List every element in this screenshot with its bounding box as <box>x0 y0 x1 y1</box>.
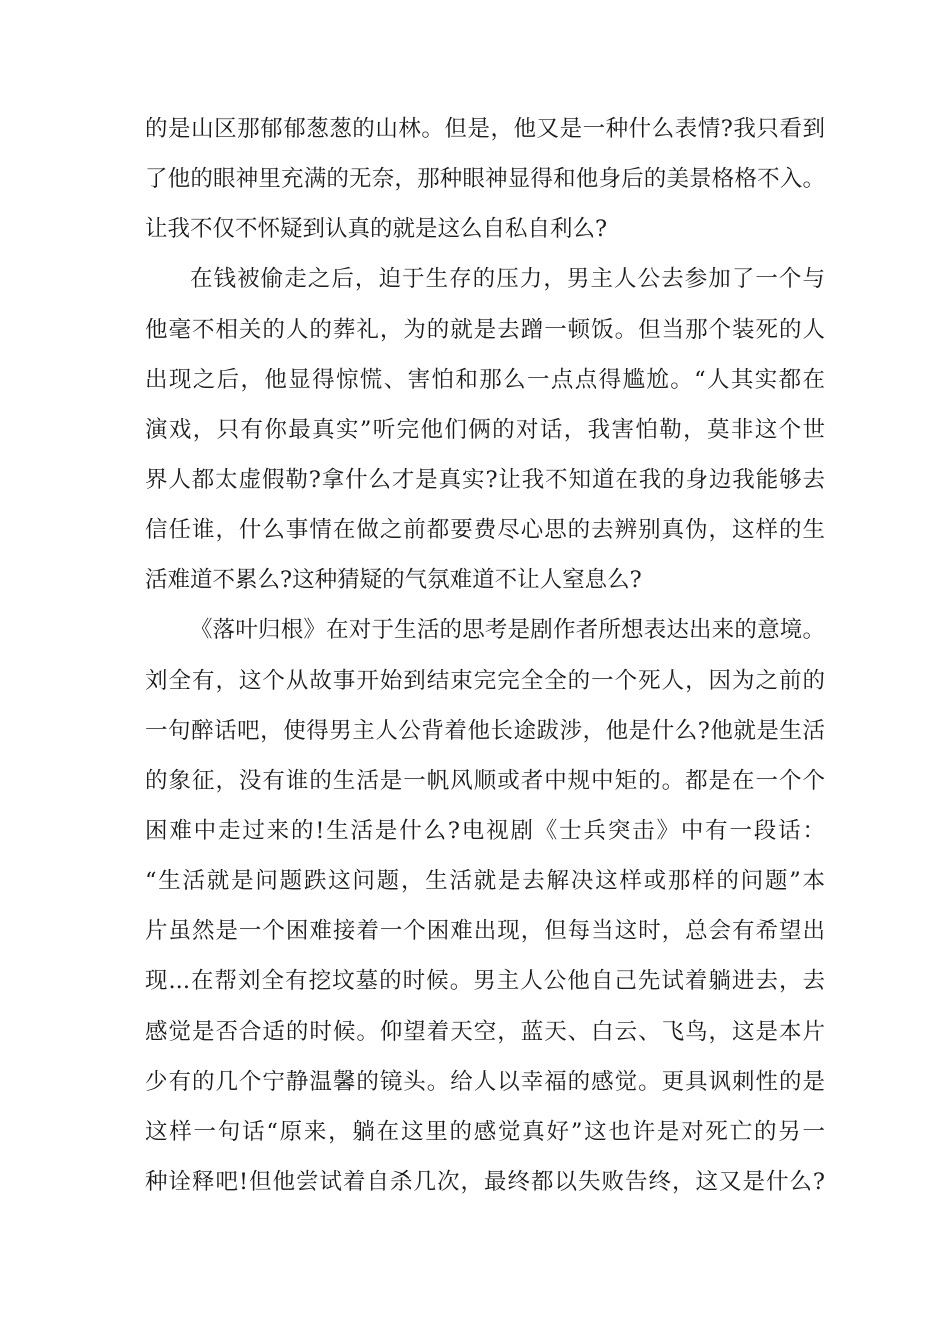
text-line: 片虽然是一个困难接着一个困难出现，但每当这时，总会有希望出 <box>145 918 825 945</box>
text-line: 种诠释吧!但他尝试着自杀几次，最终都以失败告终，这又是什么? <box>145 1168 825 1195</box>
text-line: 现...在帮刘全有挖坟墓的时候。男主人公他自己先试着躺进去，去 <box>145 968 825 995</box>
text-line: “生活就是问题跌这问题，生活就是去解决这样或那样的问题”本 <box>145 868 825 895</box>
text-line: 他毫不相关的人的葬礼，为的就是去蹭一顿饭。但当那个装死的人 <box>145 316 825 343</box>
paragraph-first-line: 《落叶归根》在对于生活的思考是剧作者所想表达出来的意境。 <box>190 617 825 644</box>
text-line: 刘全有，这个从故事开始到结束完完全全的一个死人，因为之前的 <box>145 667 825 694</box>
text-line: 了他的眼神里充满的无奈，那种眼神显得和他身后的美景格格不入。 <box>145 166 825 193</box>
text-line: 演戏，只有你最真实”听完他们俩的对话，我害怕勒，莫非这个世 <box>145 416 825 443</box>
text-line: 的象征，没有谁的生活是一帆风顺或者中规中矩的。都是在一个个 <box>145 767 825 794</box>
body-text <box>145 104 825 1207</box>
text-line: 一句醉话吧，使得男主人公背着他长途跋涉，他是什么?他就是生活 <box>145 717 825 744</box>
text-line: 信任谁，什么事情在做之前都要费尽心思的去辨别真伪，这样的生 <box>145 517 825 544</box>
text-line: 这样一句话“原来，躺在这里的感觉真好”这也许是对死亡的另一 <box>145 1118 825 1145</box>
text-line: 的是山区那郁郁葱葱的山林。但是，他又是一种什么表情?我只看到 <box>145 116 825 142</box>
text-line: 困难中走过来的!生活是什么?电视剧《士兵突击》中有一段话： <box>145 817 825 844</box>
paragraph-first-line: 在钱被偷走之后，迫于生存的压力，男主人公去参加了一个与 <box>190 266 825 293</box>
text-line: 出现之后，他显得惊慌、害怕和那么一点点得尴尬。“人其实都在 <box>145 366 825 393</box>
text-line: 界人都太虚假勒?拿什么才是真实?让我不知道在我的身边我能够去 <box>145 466 825 493</box>
text-line: 少有的几个宁静温馨的镜头。给人以幸福的感觉。更具讽刺性的是 <box>145 1068 825 1095</box>
text-line: 感觉是否合适的时候。仰望着天空，蓝天、白云、飞鸟，这是本片 <box>145 1018 825 1045</box>
text-line: 活难道不累么?这种猜疑的气氛难道不让人窒息么? <box>145 567 642 594</box>
text-line: 让我不仅不怀疑到认真的就是这么自私自利么? <box>145 216 608 243</box>
